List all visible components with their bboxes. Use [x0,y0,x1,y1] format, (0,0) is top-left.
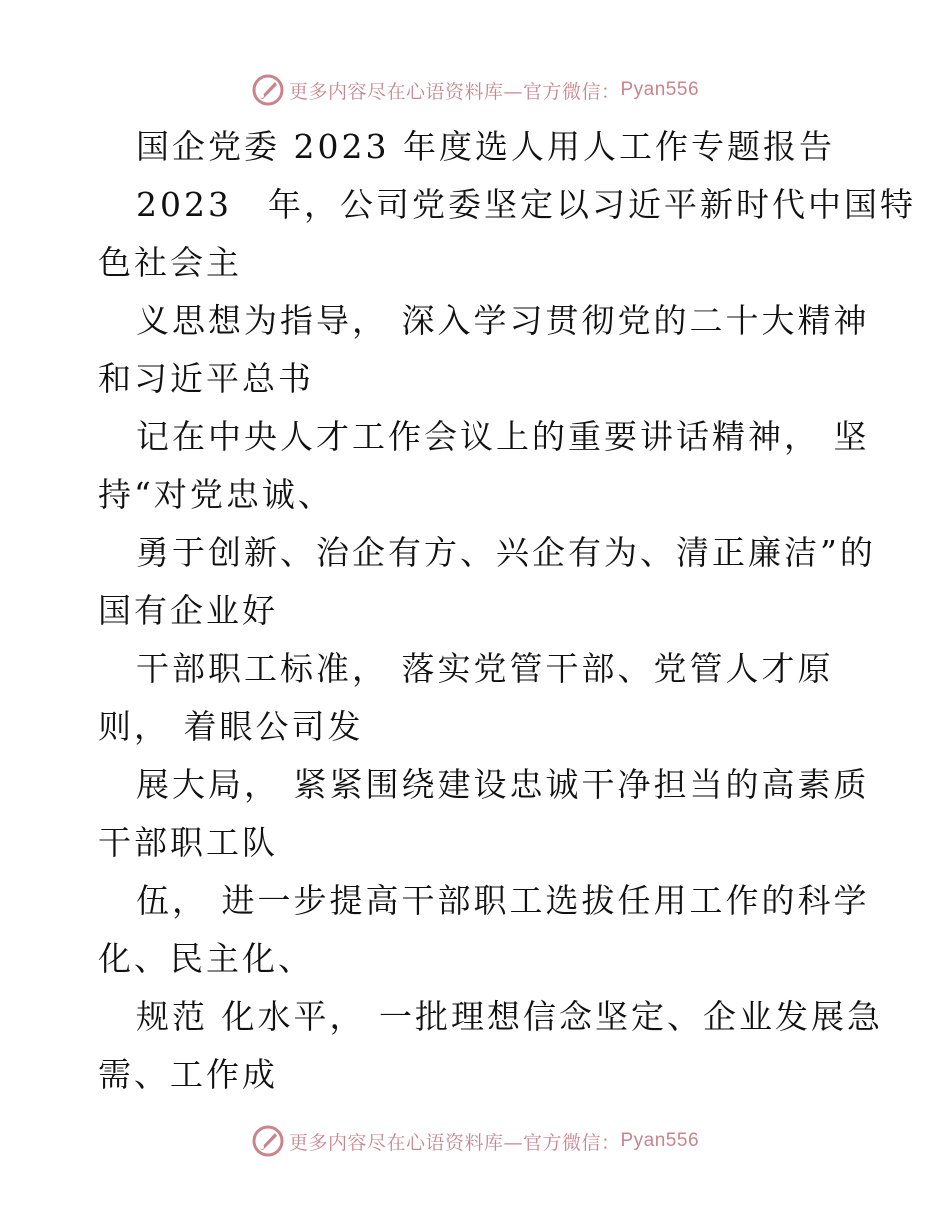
body-line: 国有企业好 [98,591,278,630]
body-line: 记在中央人才工作会议上的重要讲话精神， 坚 [136,417,870,456]
body-line: 则， 着眼公司发 [98,707,364,746]
watermark-text: 更多内容尽在心语资料库—官方微信： [288,1131,621,1154]
body-line: 化、民主化、 [98,939,314,978]
body-line: 规范 化水平， 一批理想信念坚定、企业发展急 [136,997,883,1036]
body-line: 伍， 进一步提高干部职工选拔任用工作的科学 [136,881,870,920]
watermark-text: 更多内容尽在心语资料库—官方微信： [288,80,621,103]
body-line: 持“对党忠诚、 [98,475,334,514]
body-line: 干部职工队 [98,823,278,862]
document-title: 国企党委 2023 年度选人用人工作专题报告 [136,127,835,166]
watermark-handle: Pyan556 [620,1130,700,1151]
body-line: 和习近平总书 [98,359,314,398]
document-body [98,118,916,1104]
body-line: 干部职工标准， 落实党管干部、党管人才原 [136,649,834,688]
body-line: 义思想为指导， 深入学习贯彻党的二十大精神 [136,301,870,340]
body-line: 色社会主 [98,243,242,282]
quill-logo-icon [251,73,285,107]
footer-watermark [0,1124,950,1158]
quill-logo-icon [251,1124,285,1158]
body-line: 展大局， 紧紧围绕建设忠诚干净担当的高素质 [136,765,870,804]
body-line: 2023 年，公司党委坚定以习近平新时代中国特 [136,185,916,224]
header-watermark [0,73,950,107]
body-line: 勇于创新、治企有方、兴企有为、清正廉洁”的 [136,533,876,572]
watermark-handle: Pyan556 [620,79,700,100]
body-line: 需、工作成 [98,1055,278,1094]
